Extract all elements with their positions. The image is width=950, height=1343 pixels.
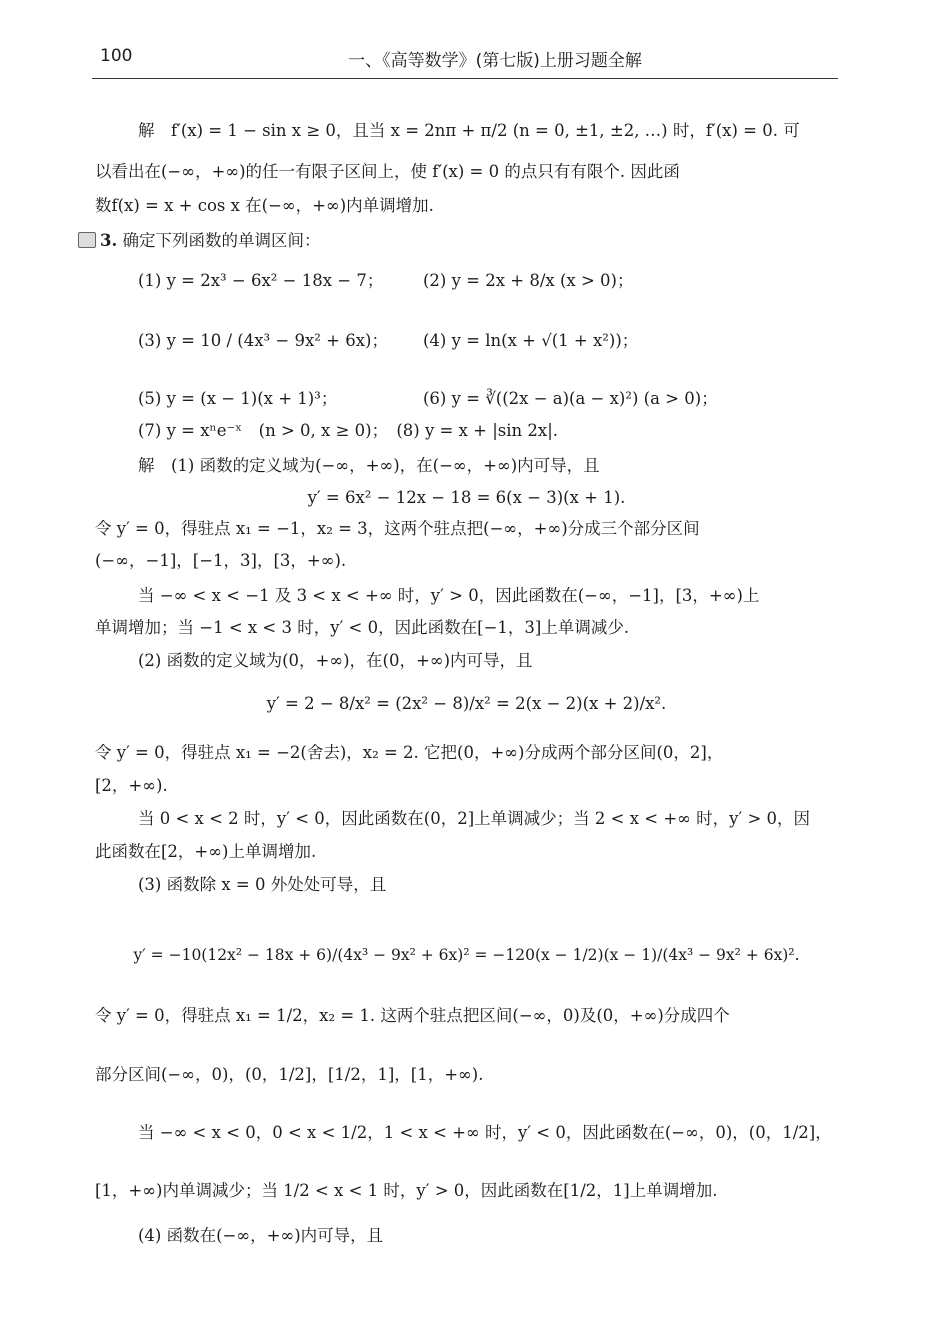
text-line: 数f(x) = x + cos x 在(−∞，+∞)内单调增加. bbox=[95, 196, 434, 215]
text-line: [1，+∞)内单调减少；当 1/2 < x < 1 时，y′ > 0，因此函数在[1/2，1]上单调增加. bbox=[95, 1181, 718, 1200]
magnifier-icon bbox=[78, 232, 96, 248]
text-line: (3) 函数除 x = 0 外处处可导，且 bbox=[138, 875, 387, 894]
function-item: (5) y = (x − 1)(x + 1)³； bbox=[138, 389, 338, 408]
text-line: 令 y′ = 0，得驻点 x₁ = −2(舍去)，x₂ = 2. 它把(0，+∞)分成两个部分区间(0，2]， bbox=[95, 743, 724, 762]
text-line: 令 y′ = 0，得驻点 x₁ = 1/2，x₂ = 1. 这两个驻点把区间(−∞，0)及(0，+∞)分成四个 bbox=[95, 1006, 730, 1025]
text-line: 令 y′ = 0，得驻点 x₁ = −1，x₂ = 3，这两个驻点把(−∞，+∞)分成三个部分区间 bbox=[95, 519, 700, 538]
text-line: 当 −∞ < x < 0，0 < x < 1/2，1 < x < +∞ 时，y′ < 0，因此函数在(−∞，0)，(0，1/2]， bbox=[138, 1123, 832, 1142]
function-row: (7) y = xⁿe⁻ˣ (n > 0, x ≥ 0)； (8) y = x + |sin 2x|. bbox=[138, 421, 558, 440]
page-number: 100 bbox=[100, 46, 133, 66]
problem-heading bbox=[78, 230, 838, 252]
text-line: 单调增加；当 −1 < x < 3 时，y′ < 0，因此函数在[−1，3]上单调减少. bbox=[95, 618, 630, 637]
text-line: [2，+∞). bbox=[95, 776, 168, 795]
function-row bbox=[138, 270, 838, 292]
text-line: 解 f′(x) = 1 − sin x ≥ 0，且当 x = 2nπ + π/2 (n = 0, ±1, ±2, …) 时，f′(x) = 0. 可 bbox=[138, 121, 800, 140]
page-header bbox=[92, 38, 838, 79]
function-item: (3) y = 10 / (4x³ − 9x² + 6x)； bbox=[138, 331, 388, 350]
text-line: (2) 函数的定义域为(0，+∞)，在(0，+∞)内可导，且 bbox=[138, 651, 533, 670]
running-title: 一、《高等数学》(第七版)上册习题全解 bbox=[348, 51, 642, 71]
text-line: (4) 函数在(−∞，+∞)内可导，且 bbox=[138, 1226, 384, 1245]
formula: y′ = −10(12x² − 18x + 6)/(4x³ − 9x² + 6x)² = −120(x − 1/2)(x − 1)/(4x³ − 9x² + 6x)². bbox=[133, 946, 800, 964]
problem-number: 3. bbox=[100, 231, 118, 250]
text-line: 以看出在(−∞，+∞)的任一有限子区间上，使 f′(x) = 0 的点只有有限个. 因此函 bbox=[95, 162, 680, 181]
formula: y′ = 6x² − 12x − 18 = 6(x − 3)(x + 1). bbox=[307, 488, 626, 507]
function-item: (2) y = 2x + 8/x (x > 0)； bbox=[423, 271, 634, 290]
formula: y′ = 2 − 8/x² = (2x² − 8)/x² = 2(x − 2)(x + 2)/x². bbox=[266, 694, 667, 713]
text-line: 解 (1) 函数的定义域为(−∞，+∞)，在(−∞，+∞)内可导，且 bbox=[138, 456, 600, 475]
text-line: 当 −∞ < x < −1 及 3 < x < +∞ 时，y′ > 0，因此函数在(−∞，−1]，[3，+∞)上 bbox=[138, 586, 760, 605]
text-line: 部分区间(−∞，0)，(0，1/2]，[1/2，1]，[1，+∞). bbox=[95, 1065, 484, 1084]
function-item: (4) y = ln(x + √(1 + x²))； bbox=[423, 331, 639, 350]
function-row bbox=[138, 330, 838, 352]
text-line: (−∞，−1]，[−1，3]，[3，+∞). bbox=[95, 551, 347, 570]
text-line: 当 0 < x < 2 时，y′ < 0，因此函数在(0，2]上单调减少；当 2 < x < +∞ 时，y′ > 0，因 bbox=[138, 809, 811, 828]
function-row bbox=[138, 388, 838, 410]
function-item: (1) y = 2x³ − 6x² − 18x − 7； bbox=[138, 271, 384, 290]
problem-statement: 确定下列函数的单调区间： bbox=[122, 231, 321, 250]
function-item: (6) y = ∛((2x − a)(a − x)²) (a > 0)； bbox=[423, 389, 718, 408]
text-line: 此函数在[2，+∞)上单调增加. bbox=[95, 842, 317, 861]
